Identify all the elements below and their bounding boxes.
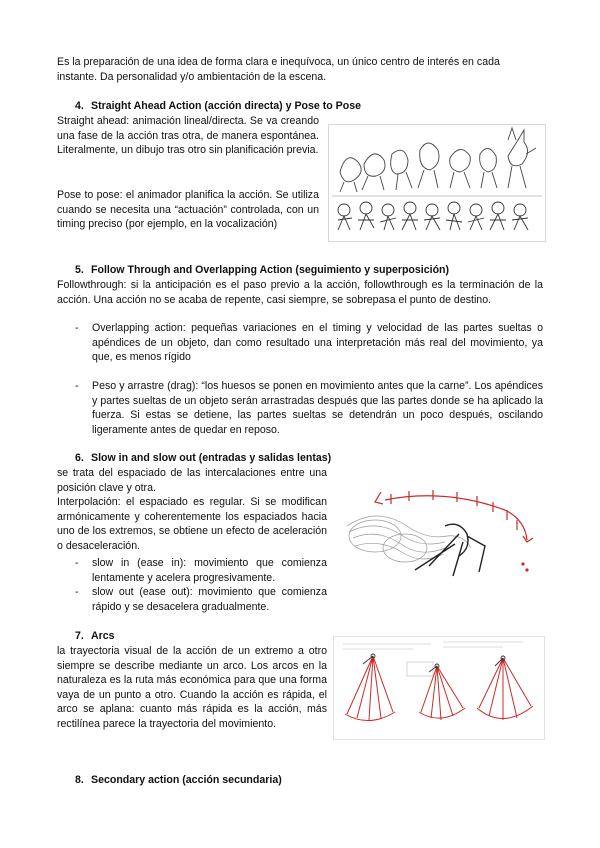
section-number: 8. <box>75 774 84 786</box>
section-4-paragraph-2: Pose to pose: el animador planifica la acción. Se utiliza cuando se necesita una “actuación” controlada, con un timing preciso (por ejemplo, en la vocalización) <box>57 189 319 231</box>
bullet-dash: - <box>75 557 79 569</box>
section-7-paragraph-1: la trayectoria visual de la acción de un extremo a otro siempre se describe mediante un arco. Los arcos en la naturaleza es la ruta más económica para que una forma vaya de un punto a otro. Cuando la acción es rápida, el arco se aplana: cuanto más rápida es la acción, más rectilínea parece la trayectoria del movimiento. <box>57 645 327 730</box>
bullet-text: Peso y arrastre (drag): “los huesos se ponen en movimiento antes que la carne”. Los apéndices y partes sueltas de un objeto serán arrastradas después que las partes donde se ha aplicado la fuerza. Si estas se detiene, las partes sueltas se detendrán un poco después, oscilando ligeramente antes de quedar en reposo. <box>92 380 543 436</box>
bullet-dash: - <box>75 586 79 598</box>
intro-line-2: instante. Da personalidad y/o ambientación de la escena. <box>57 71 327 83</box>
section-5-paragraph-1: Followthrough: si la anticipación es el paso previo a la acción, followthrough es la terminación de la acción. Una acción no se acaba de repente, casi siempre, se sobrepasa el punto de destino. <box>57 279 543 306</box>
section-number: 4. <box>75 100 84 112</box>
slow-in-out-illustration <box>335 486 545 586</box>
section-4-heading <box>75 99 545 114</box>
section-title: Secondary action (acción secundaria) <box>91 774 282 786</box>
section-5-bullet-1 <box>75 321 545 371</box>
section-6-paragraph-2: Interpolación: el espaciado es regular. Si se modifican armónicamente y coherentemente los espaciados hacia uno de los extremos, se obtiene un efecto de aceleración o desaceleración. <box>57 496 327 552</box>
bullet-text: slow in (ease in): movimiento que comienza lentamente y acelera progresivamente. <box>92 557 327 584</box>
section-8-heading <box>75 773 545 788</box>
section-title: Arcs <box>91 630 115 642</box>
section-title: Follow Through and Overlapping Action (seguimiento y superposición) <box>91 264 450 276</box>
bullet-text: Overlapping action: pequeñas variaciones en el timing y velocidad de las partes sueltas o apéndices de un objeto, dan como resultado una interpretación más real del movimiento, ya que, es menos rígido <box>92 322 543 364</box>
section-5-bullet-2 <box>75 379 545 439</box>
section-6-bullet-2 <box>75 585 327 613</box>
section-7-heading <box>75 629 275 644</box>
section-4-paragraph-1: Straight ahead: animación lineal/directa. Se va creando una fase de la acción tras otra, de manera espontánea. Literalmente, un dibujo tras otro sin planificación previa. <box>57 115 319 157</box>
bullet-dash: - <box>75 380 79 392</box>
section-title: Slow in and slow out (entradas y salidas lentas) <box>91 452 332 464</box>
straight-ahead-illustration <box>328 124 546 242</box>
section-6-bullet-1 <box>75 556 327 584</box>
bullet-dash: - <box>75 322 79 334</box>
section-5-heading <box>75 263 545 278</box>
section-number: 7. <box>75 630 84 642</box>
section-title: Straight Ahead Action (acción directa) y Pose to Pose <box>91 100 362 112</box>
section-number: 6. <box>75 452 84 464</box>
section-number: 5. <box>75 264 84 276</box>
section-6-paragraph-1: se trata del espaciado de las intercalaciones entre una posición clave y otra. <box>57 467 327 494</box>
arcs-illustration <box>333 636 545 740</box>
bullet-text: slow out (ease out): movimiento que comienza rápido y se desacelera gradualmente. <box>92 586 327 613</box>
intro-line-1: Es la preparación de una idea de forma clara e inequívoca, un único centro de interés en cada <box>57 56 500 68</box>
section-6-heading <box>75 451 545 466</box>
